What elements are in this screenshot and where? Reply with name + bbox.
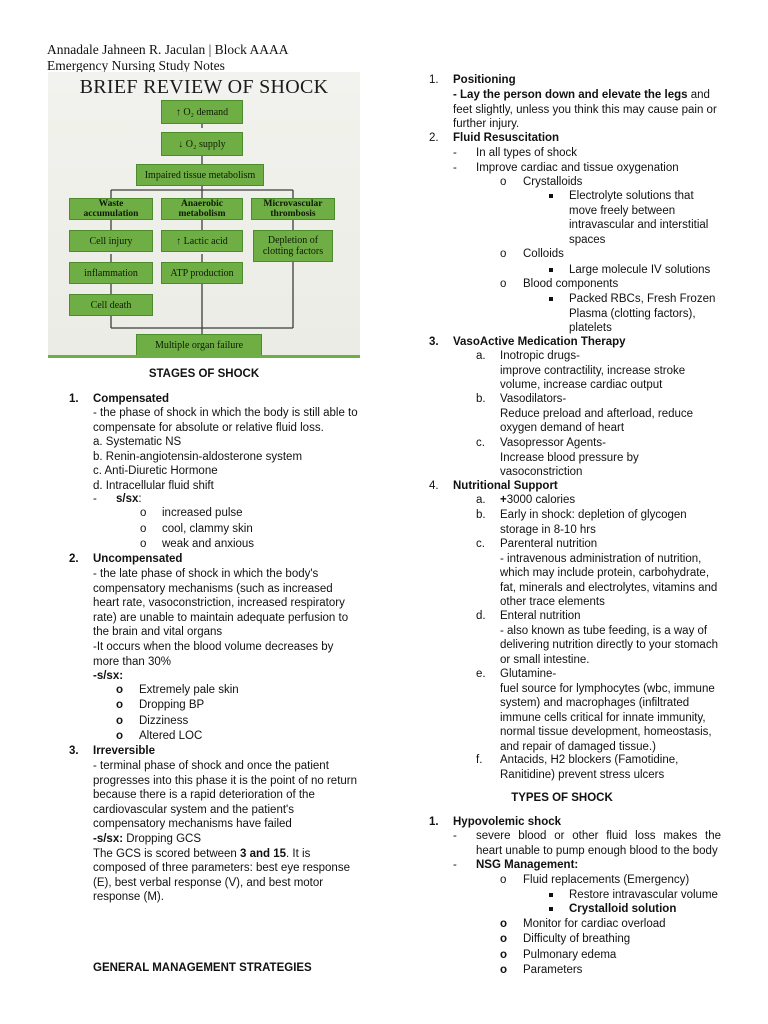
text-line: Electrolyte solutions that — [569, 190, 694, 202]
vaso-item-a — [500, 349, 685, 393]
sx-label: s/sx — [116, 493, 139, 505]
list-label: b. — [476, 393, 486, 405]
nutrition-item-e — [500, 667, 715, 755]
uncompensated-desc — [93, 567, 348, 669]
text-line: storage in 8-10 hrs — [500, 523, 596, 536]
text-line: vasoconstriction — [500, 466, 583, 479]
text-line: more than 30% — [93, 655, 171, 668]
gcs-post: . It is — [286, 847, 311, 860]
stages-heading: STAGES OF SHOCK — [148, 368, 260, 380]
text-line: progresses into this phase it is the point of no return — [93, 774, 358, 787]
text-line: Vasopressor Agents- — [500, 437, 606, 449]
circle-bullet-icon: o — [500, 176, 507, 188]
text-line: heart unable to pump enough blood to the body — [476, 844, 718, 857]
text-line: Enteral nutrition — [500, 610, 581, 622]
plus-sign: + — [500, 494, 507, 506]
text-line: delivering nutrition directly to your stomach — [500, 639, 718, 652]
box-inflammation: inflammation — [69, 262, 153, 284]
strategy-title-nutrition: Nutritional Support — [453, 480, 558, 492]
uncompensated-sx-item: Extremely pale skin — [139, 684, 239, 696]
uncompensated-sx-item: Dropping BP — [139, 699, 205, 711]
text-line: immune cells critical for innate immunity, — [500, 711, 706, 724]
strategy-num-4: 4. — [429, 480, 439, 492]
types-heading: TYPES OF SHOCK — [511, 792, 613, 804]
fluid-dash-item: Improve cardiac and tissue oxygenation — [476, 162, 679, 174]
strategy-title-fluid: Fluid Resuscitation — [453, 132, 560, 144]
strategy-num-1: 1. — [429, 74, 439, 86]
circle-bullet-icon: o — [116, 699, 124, 711]
circle-bullet-icon: o — [500, 874, 507, 886]
dash-marker: - — [93, 493, 97, 505]
text-line: rate) are unable to maintain adequate perfusion to — [93, 611, 349, 624]
nutrition-item-f — [500, 753, 678, 782]
box-lactic-acid: ↑ Lactic acid — [161, 230, 243, 252]
square-bullet-icon — [549, 268, 553, 272]
positioning-desc — [453, 88, 717, 132]
text-line: b. Renin-angiotensin-aldosterone system — [93, 450, 303, 463]
text-line: composed of three parameters: best eye response — [93, 862, 350, 875]
uncompensated-sx-item: Altered LOC — [139, 730, 203, 742]
calories-text: 3000 calories — [506, 494, 576, 506]
subtitle-line: Emergency Nursing Study Notes — [47, 57, 225, 73]
circle-bullet-icon: o — [116, 684, 124, 696]
text-line: feet slightly, unless you think this may cause pain or — [453, 103, 717, 116]
fluid-colloids: Colloids — [523, 248, 564, 260]
nutrition-item-a — [500, 493, 575, 508]
list-label: a. — [476, 494, 486, 506]
text-line: fuel source for lymphocytes (wbc, immune — [500, 682, 715, 695]
figure-bottom-rule — [48, 355, 360, 358]
square-bullet-icon — [549, 194, 553, 198]
compensated-sx-item: increased pulse — [162, 507, 243, 519]
document-header — [47, 42, 289, 73]
compensated-desc — [93, 406, 358, 494]
nutrition-item-d — [500, 609, 718, 667]
stage-title-uncompensated: Uncompensated — [93, 553, 183, 565]
text-line: Vasodilators- — [500, 393, 567, 405]
text-line: Antacids, H2 blockers (Famotidine, — [500, 754, 679, 766]
stage-title-compensated: Compensated — [93, 393, 170, 405]
compensated-sx-item: weak and anxious — [162, 538, 255, 550]
text-line: (E), best verbal response (V), and best motor — [93, 876, 324, 889]
colloids-desc: Large molecule IV solutions — [569, 264, 711, 276]
shock-flowchart — [48, 72, 360, 358]
sx-colon: : — [138, 493, 142, 505]
text-line: compensate for absolute or relative fluid loss. — [93, 421, 324, 434]
circle-bullet-icon: o — [500, 949, 508, 961]
vaso-item-c — [500, 436, 639, 480]
gcs-range: 3 and 15 — [240, 847, 287, 860]
hypo-list-item: Monitor for cardiac overload — [523, 918, 666, 930]
box-impaired-metabolism: Impaired tissue metabolism — [136, 164, 264, 186]
type-num-1: 1. — [429, 816, 439, 828]
text-line: Glutamine- — [500, 668, 557, 680]
text-line: Ranitidine) prevent stress ulcers — [500, 768, 665, 781]
circle-bullet-icon: o — [140, 523, 147, 535]
text-line: d. Intracellular fluid shift — [93, 479, 214, 492]
square-bullet-icon — [549, 893, 553, 897]
list-label: a. — [476, 350, 486, 362]
fluid-crystalloids: Crystalloids — [523, 176, 583, 188]
box-waste-accumulation: Waste accumulation — [69, 198, 153, 220]
irreversible-desc — [93, 759, 357, 905]
list-label: e. — [476, 668, 486, 680]
fluid-dash-item: In all types of shock — [476, 147, 577, 159]
circle-bullet-icon: o — [140, 538, 147, 550]
text-line: -It occurs when the blood volume decreases by — [93, 640, 334, 653]
text-line: a. Systematic NS — [93, 436, 182, 449]
circle-bullet-icon: o — [116, 715, 124, 727]
circle-bullet-icon: o — [500, 248, 507, 260]
circle-bullet-icon: o — [500, 278, 507, 290]
box-depletion-clotting: Depletion of clotting factors — [253, 230, 333, 262]
positioning-line — [453, 88, 717, 103]
stage-num-1: 1. — [69, 393, 79, 405]
general-management-heading: GENERAL MANAGEMENT STRATEGIES — [93, 962, 312, 974]
text-line: - the late phase of shock in which the body's — [93, 568, 319, 580]
nutrition-item-b — [500, 508, 687, 537]
box-multiple-organ-failure: Multiple organ failure — [136, 334, 262, 356]
dash-marker: - — [453, 162, 457, 174]
text-line: Packed RBCs, Fresh Frozen — [569, 293, 716, 305]
uncompensated-sx-item: Dizziness — [139, 715, 189, 727]
hypo-fluid-replacement: Fluid replacements (Emergency) — [523, 874, 690, 886]
text-line: or small intestine. — [500, 653, 590, 666]
text-line: - intravenous administration of nutrition, — [500, 552, 702, 565]
crystalloids-desc — [569, 189, 708, 247]
compensated-sx-item: cool, clammy skin — [162, 523, 253, 535]
text-line: - also known as tube feeding, is a way of — [500, 624, 708, 637]
stage-num-2: 2. — [69, 553, 79, 565]
fluid-blood: Blood components — [523, 278, 619, 290]
text-line: - terminal phase of shock and once the patient — [93, 760, 329, 772]
nutrition-item-c — [500, 537, 717, 610]
compensated-sx-label — [116, 492, 142, 507]
text-line: oxygen demand of heart — [500, 422, 625, 435]
text-line: severe blood or other fluid loss makes the — [476, 830, 721, 842]
text-line: spaces — [569, 233, 606, 246]
text-line: Early in shock: depletion of glycogen — [500, 509, 687, 521]
text-line: system) and macrophages (infiltrated — [500, 697, 690, 710]
text-line: move freely between — [569, 204, 676, 217]
text-line: platelets — [569, 322, 612, 335]
author-line: Annadale Jahneen R. Jaculan | Block AAAA — [47, 42, 289, 57]
text-line: compensatory mechanisms have failed — [93, 818, 292, 831]
box-o2-supply: ↓ O₂ supply — [161, 132, 243, 156]
type-title-hypovolemic: Hypovolemic shock — [453, 816, 562, 828]
text-line: c. Anti-Diuretic Hormone — [93, 465, 218, 478]
strategy-title-positioning: Positioning — [453, 74, 516, 86]
box-microvascular-thrombosis: Microvascular thrombosis — [251, 198, 335, 220]
stage-num-3: 3. — [69, 745, 79, 757]
uncompensated-sx-label: -s/sx: — [93, 670, 124, 682]
list-label: c. — [476, 437, 485, 449]
text-line: Parenteral nutrition — [500, 538, 598, 550]
text-line: normal tissue development, homeostasis, — [500, 726, 712, 739]
gcs-pre: The GCS is scored between — [93, 847, 241, 860]
circle-bullet-icon: o — [500, 964, 508, 976]
positioning-bold: - Lay the person down and elevate the legs — [453, 89, 688, 101]
text-line: compensatory mechanisms (such as increased — [93, 582, 333, 595]
sx-label: -s/sx: — [93, 832, 124, 845]
blood-desc — [569, 292, 715, 336]
gcs-line — [93, 847, 357, 862]
square-bullet-icon — [549, 297, 553, 301]
box-atp-production: ATP production — [161, 262, 243, 284]
circle-bullet-icon: o — [500, 918, 508, 930]
list-label: d. — [476, 610, 486, 622]
text-line: Inotropic drugs- — [500, 350, 580, 362]
vaso-item-b — [500, 392, 693, 436]
box-cell-injury: Cell injury — [69, 230, 153, 252]
hypo-crystalloid-solution: Crystalloid solution — [569, 903, 677, 915]
dash-marker: - — [453, 830, 457, 842]
circle-bullet-icon: o — [116, 730, 124, 742]
stage-title-irreversible: Irreversible — [93, 745, 156, 757]
circle-bullet-icon: o — [140, 507, 147, 519]
hypovolemic-desc — [476, 829, 721, 858]
text-line: volume, increase cardiac output — [500, 379, 663, 392]
text-line: and repair of damaged tissue.) — [500, 740, 656, 753]
text-line: response (M). — [93, 891, 164, 904]
text-line: intravascular and interstitial — [569, 219, 709, 232]
square-bullet-icon — [549, 907, 553, 911]
text-line: heart rate, vasoconstriction, increased respiratory — [93, 597, 345, 610]
box-cell-death: Cell death — [69, 294, 153, 316]
nsg-management-label: NSG Management: — [476, 859, 579, 871]
text-line: - the phase of shock in which the body is still able to — [93, 407, 358, 419]
box-o2-demand: ↑ O₂ demand — [161, 100, 243, 124]
hypo-list-item: Difficulty of breathing — [523, 933, 631, 945]
sx-value: Dropping GCS — [123, 832, 202, 845]
box-anaerobic-metabolism: Anaerobic metabolism — [161, 198, 243, 220]
text-line: because there is a rapid deterioration of the — [93, 789, 315, 802]
strategy-title-vaso: VasoActive Medication Therapy — [453, 336, 626, 348]
text-line: improve contractility, increase stroke — [500, 364, 686, 377]
strategy-num-3: 3. — [429, 336, 439, 348]
circle-bullet-icon: o — [500, 933, 508, 945]
text-line: further injury. — [453, 118, 520, 131]
flowchart-title: BRIEF REVIEW OF SHOCK — [79, 76, 329, 98]
text-line: cardiovascular system and the patient's — [93, 803, 294, 816]
irreversible-sx-line — [93, 832, 357, 847]
dash-marker: - — [453, 147, 457, 159]
positioning-rest: and — [687, 89, 710, 101]
list-label: b. — [476, 509, 486, 521]
hypo-list-item: Parameters — [523, 964, 583, 976]
text-line: Increase blood pressure by — [500, 451, 639, 464]
text-line: fat, minerals and electrolytes, vitamins and — [500, 581, 718, 594]
hypo-restore-volume: Restore intravascular volume — [569, 889, 718, 901]
list-label: c. — [476, 538, 485, 550]
text-line: Plasma (clotting factors), — [569, 307, 696, 320]
text-line: the brain and vital organs — [93, 626, 223, 639]
text-line: other trace elements — [500, 596, 605, 609]
list-label: f. — [476, 754, 483, 766]
text-line: which may include protein, carbohydrate, — [500, 567, 710, 580]
dash-marker: - — [453, 859, 457, 871]
strategy-num-2: 2. — [429, 132, 439, 144]
text-line: Reduce preload and afterload, reduce — [500, 407, 694, 420]
hypo-list-item: Pulmonary edema — [523, 949, 617, 961]
